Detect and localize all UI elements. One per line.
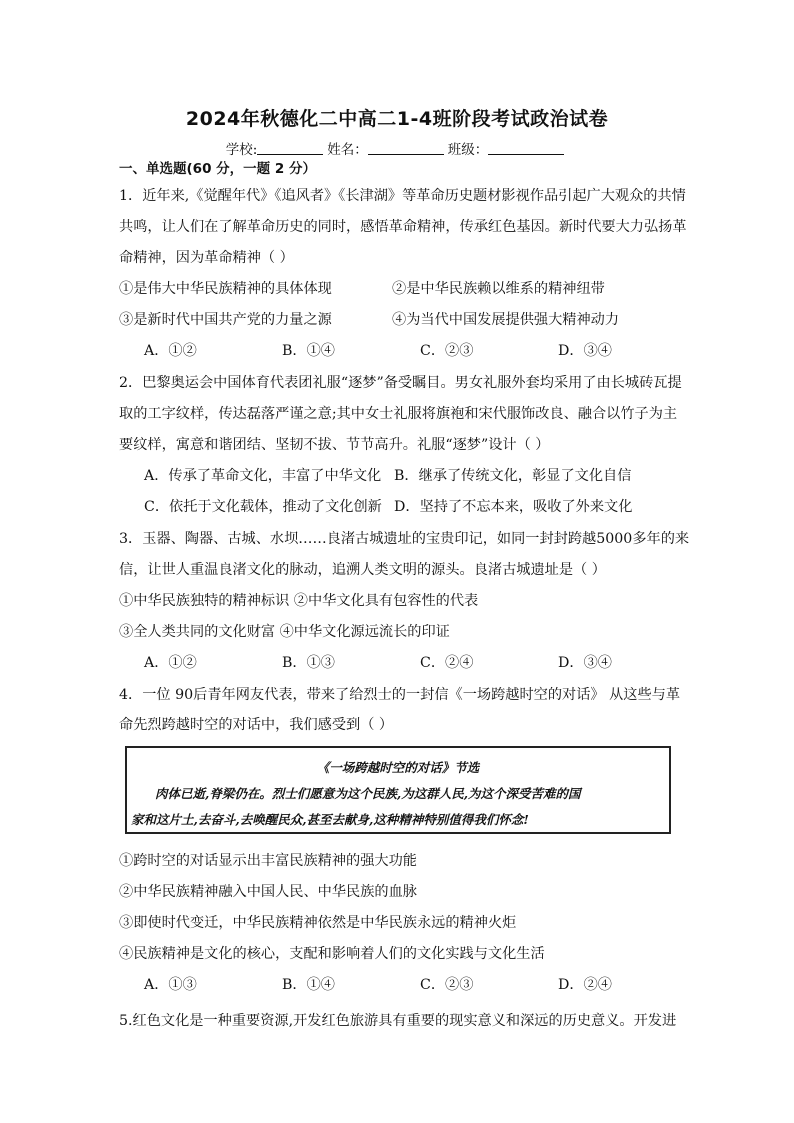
q4-option-c[interactable]: C．②③ <box>420 977 474 993</box>
q1-statement-1: ①是伟大中华民族精神的具体体现 <box>119 281 332 297</box>
q4-option-d[interactable]: D．②④ <box>558 977 612 993</box>
q3-option-b[interactable]: B．①③ <box>282 655 335 671</box>
school-blank[interactable] <box>257 142 323 155</box>
school-label: 学校: <box>225 142 258 158</box>
q1-statement-4: ④为当代中国发展提供强大精神动力 <box>392 312 620 328</box>
q2-options-row-1 <box>144 466 664 486</box>
q3-option-c[interactable]: C．②④ <box>420 655 474 671</box>
q1-stem-line-1: 1．近年来,《觉醒年代》《追风者》《长津湖》等革命历史题材影视作品引起广大观众的共情 <box>119 188 686 204</box>
q3-stem-line-2: 信，让世人重温良渚文化的脉动，追溯人类文明的源头。良渚古城遗址是（ ） <box>119 562 606 578</box>
q2-option-b[interactable]: B．继承了传统文化，彰显了文化自信 <box>394 468 632 484</box>
q1-statement-2: ②是中华民族赖以维系的精神纽带 <box>392 281 605 297</box>
q3-option-d[interactable]: D．③④ <box>558 655 612 671</box>
q3-statements-1-2: ①中华民族独特的精神标识 ②中华文化具有包容性的代表 <box>119 593 479 609</box>
student-info-line <box>0 138 794 158</box>
q2-stem-line-2: 取的工字纹样，传达磊落严谨之意;其中女士礼服将旗袍和宋代服饰改良、融合以竹子为主 <box>119 406 678 422</box>
q4-statement-2: ②中华民族精神融入中国人民、中华民族的血脉 <box>119 884 417 900</box>
q4-statement-1: ①跨时空的对话显示出丰富民族精神的强大功能 <box>119 853 417 869</box>
q4-stem-line-1: 4．一位 90后青年网友代表，带来了给烈士的一封信《一场跨越时空的对话》 从这些与革 <box>119 687 681 703</box>
q4-excerpt-box <box>125 746 671 834</box>
q2-stem-line-3: 要纹样，寓意和谐团结、坚韧不拔、节节高升。礼服“逐梦”设计（ ） <box>119 437 550 453</box>
q2-options-row-2 <box>144 497 664 517</box>
q5-stem-line-1: 5.红色文化是一种重要资源,开发红色旅游具有重要的现实意义和深远的历史意义。开发进 <box>119 1013 677 1029</box>
section-heading: 一、单选题(60 分，一题 2 分） <box>119 161 316 177</box>
q3-statements-3-4: ③全人类共同的文化财富 ④中华文化源远流长的印证 <box>119 624 450 640</box>
q4-statement-4: ④民族精神是文化的核心，支配和影响着人们的文化实践与文化生活 <box>119 946 545 962</box>
q3-stem-line-1: 3．玉器、陶器、古城、水坝……良渚古城遗址的宝贵印记，如同一封封跨越5000多年的来 <box>119 531 690 547</box>
q2-option-a[interactable]: A．传承了革命文化，丰富了中华文化 <box>144 468 382 484</box>
q3-options <box>144 653 664 673</box>
q2-option-c[interactable]: C．依托于文化载体，推动了文化创新 <box>144 499 382 515</box>
excerpt-line-2: 家和这片土,去奋斗,去唤醒民众,甚至去献身,这种精神特别值得我们怀念! <box>131 812 529 827</box>
q4-options <box>144 975 664 995</box>
q2-option-d[interactable]: D．坚持了不忘本来，吸收了外来文化 <box>394 499 633 515</box>
q4-option-a[interactable]: A．①③ <box>144 977 197 993</box>
q3-option-a[interactable]: A．①② <box>144 655 197 671</box>
class-blank[interactable] <box>488 142 564 155</box>
q1-option-d[interactable]: D．③④ <box>558 343 612 359</box>
name-blank[interactable] <box>368 142 444 155</box>
exam-title: 2024年秋德化二中高二1-4班阶段考试政治试卷 <box>185 108 609 130</box>
q2-stem-line-1: 2．巴黎奥运会中国体育代表团礼服“逐梦”备受瞩目。男女礼服外套均采用了由长城砖瓦提 <box>119 375 682 391</box>
name-label: 姓名： <box>327 142 368 158</box>
q4-option-b[interactable]: B．①④ <box>282 977 335 993</box>
q1-stem-line-3: 命精神，因为革命精神（ ） <box>119 250 294 266</box>
q1-stem-line-2: 共鸣，让人们在了解革命历史的同时，感悟革命精神，传承红色基因。新时代要大力弘扬革 <box>119 219 687 235</box>
q1-option-c[interactable]: C．②③ <box>420 343 474 359</box>
q4-statement-3: ③即使时代变迁，中华民族精神依然是中华民族永远的精神火炬 <box>119 915 517 931</box>
q1-option-a[interactable]: A．①② <box>144 343 197 359</box>
q1-options <box>144 341 664 361</box>
excerpt-title: 《一场跨越时空的对话》节选 <box>316 760 480 775</box>
q1-statement-3: ③是新时代中国共产党的力量之源 <box>119 312 332 328</box>
class-label: 班级： <box>447 142 489 158</box>
q1-option-b[interactable]: B．①④ <box>282 343 335 359</box>
q4-stem-line-2: 命先烈跨越时空的对话中，我们感受到（ ） <box>119 717 394 733</box>
excerpt-line-1: 肉体已逝,脊梁仍在。烈士们愿意为这个民族,为这群人民,为这个深受苦难的国 <box>155 786 581 801</box>
